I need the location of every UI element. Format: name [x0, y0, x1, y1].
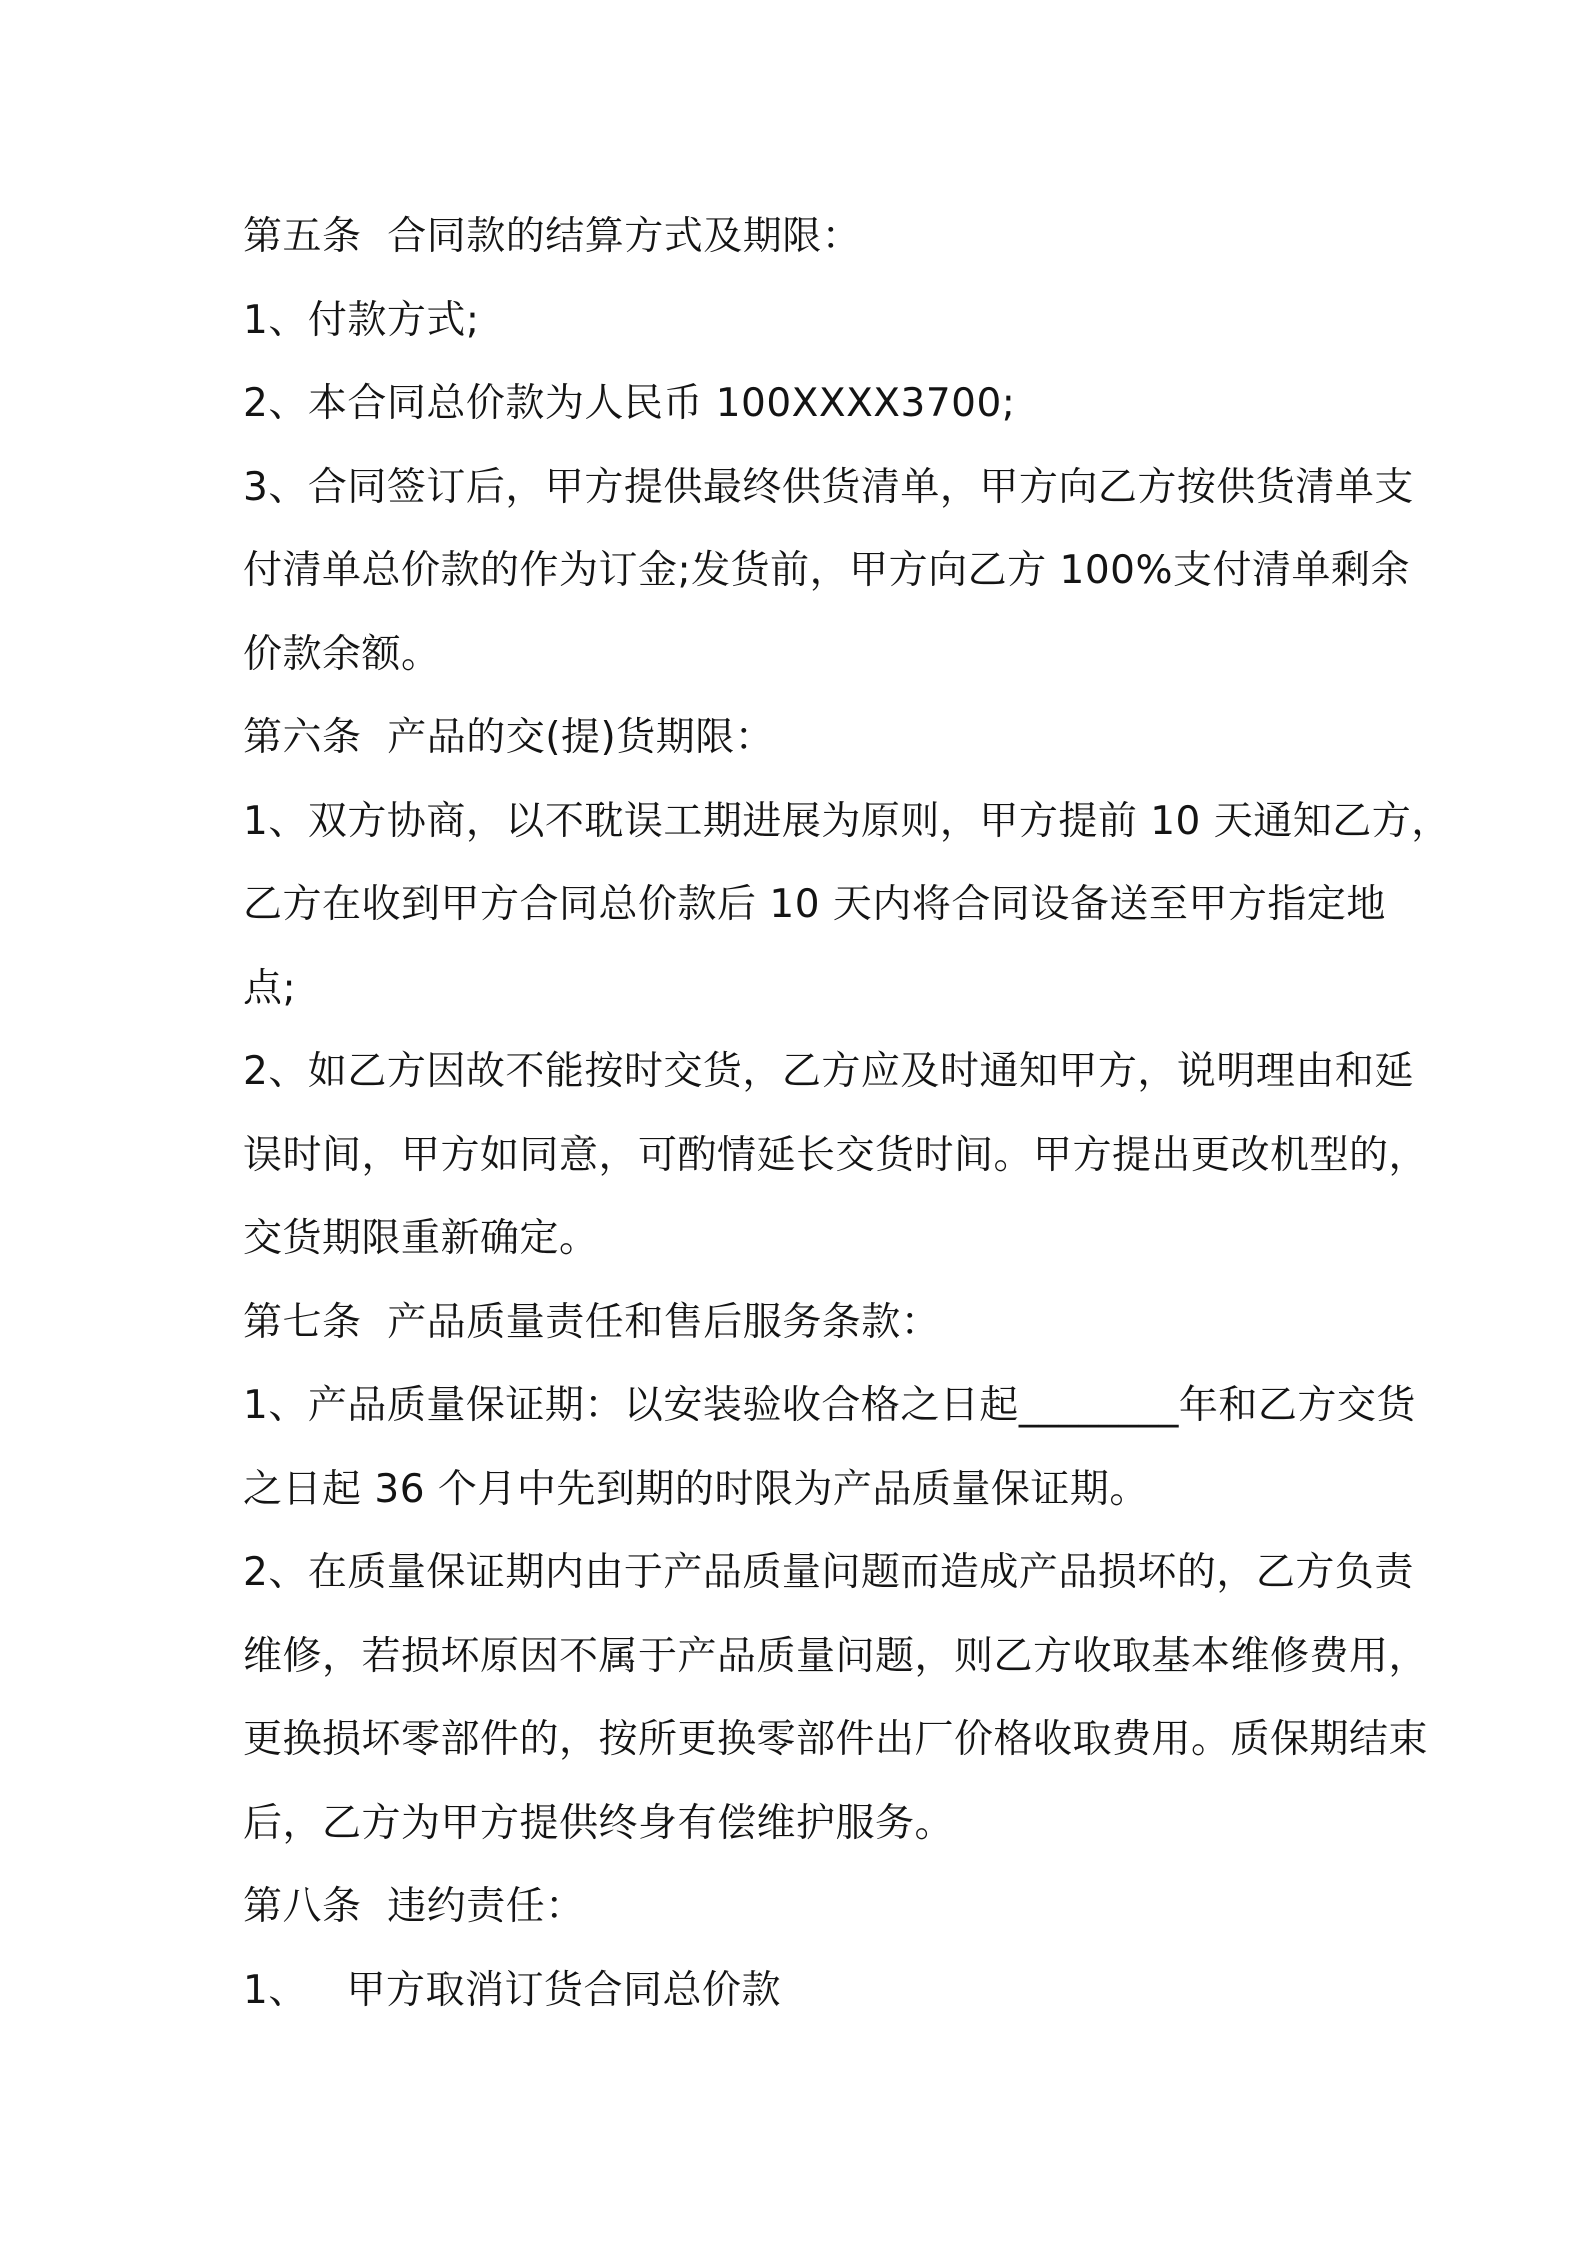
- article-8-item-1: 1、 甲方取消订货合同总价款: [243, 1967, 782, 2013]
- article-7-item-2-line-2: 维修，若损坏原因不属于产品质量问题，则乙方收取基本维修费用，: [243, 1633, 1429, 1679]
- article-7-heading: 第七条 产品质量责任和售后服务条款：: [243, 1299, 941, 1345]
- article-6-item-1-line-3: 点;: [243, 965, 297, 1011]
- article-6-item-2-line-1: 2、如乙方因故不能按时交货，乙方应及时通知甲方，说明理由和延: [243, 1049, 1414, 1094]
- document-body: [243, 195, 1451, 2032]
- article-7-item-2-line-3: 更换损坏零部件的，按所更换零部件出厂价格收取费用。质保期结束: [243, 1717, 1429, 1762]
- article-6-item-2-line-3: 交货期限重新确定。: [243, 1216, 599, 1261]
- article-7-item-2-line-1: 2、在质量保证期内由于产品质量问题而造成产品损坏的，乙方负责: [243, 1550, 1414, 1595]
- article-7-item-1-line-2: 之日起 36 个月中先到期的时限为产品质量保证期。: [243, 1466, 1149, 1512]
- article-6-heading: 第六条 产品的交(提)货期限：: [243, 715, 775, 760]
- article-5-heading: 第五条 合同款的结算方式及期限：: [243, 214, 862, 259]
- article-5-item-2: 2、本合同总价款为人民币 100XXXX3700;: [243, 381, 1016, 426]
- article-5-item-3-line-2: 付清单总价款的作为订金;发货前，甲方向乙方 100%支付清单剩余: [243, 548, 1411, 593]
- article-6-item-1-line-1: 1、双方协商，以不耽误工期进展为原则，甲方提前 10 天通知乙方，: [243, 798, 1451, 844]
- article-7-item-1-line-1: 1、产品质量保证期：以安装验收合格之日起________年和乙方交货: [243, 1383, 1416, 1428]
- article-6-item-2-line-2: 误时间，甲方如同意，可酌情延长交货时间。甲方提出更改机型的，: [243, 1132, 1429, 1178]
- article-5-item-3-line-1: 3、合同签订后，甲方提供最终供货清单，甲方向乙方按供货清单支: [243, 464, 1414, 510]
- article-7-item-2-line-4: 后，乙方为甲方提供终身有偿维护服务。: [243, 1800, 955, 1846]
- article-6-item-1-line-2: 乙方在收到甲方合同总价款后 10 天内将合同设备送至甲方指定地: [243, 882, 1386, 927]
- article-5-item-3-line-3: 价款余额。: [243, 631, 441, 677]
- article-8-heading: 第八条 违约责任：: [243, 1884, 585, 1929]
- article-5-item-1: 1、付款方式;: [243, 297, 480, 343]
